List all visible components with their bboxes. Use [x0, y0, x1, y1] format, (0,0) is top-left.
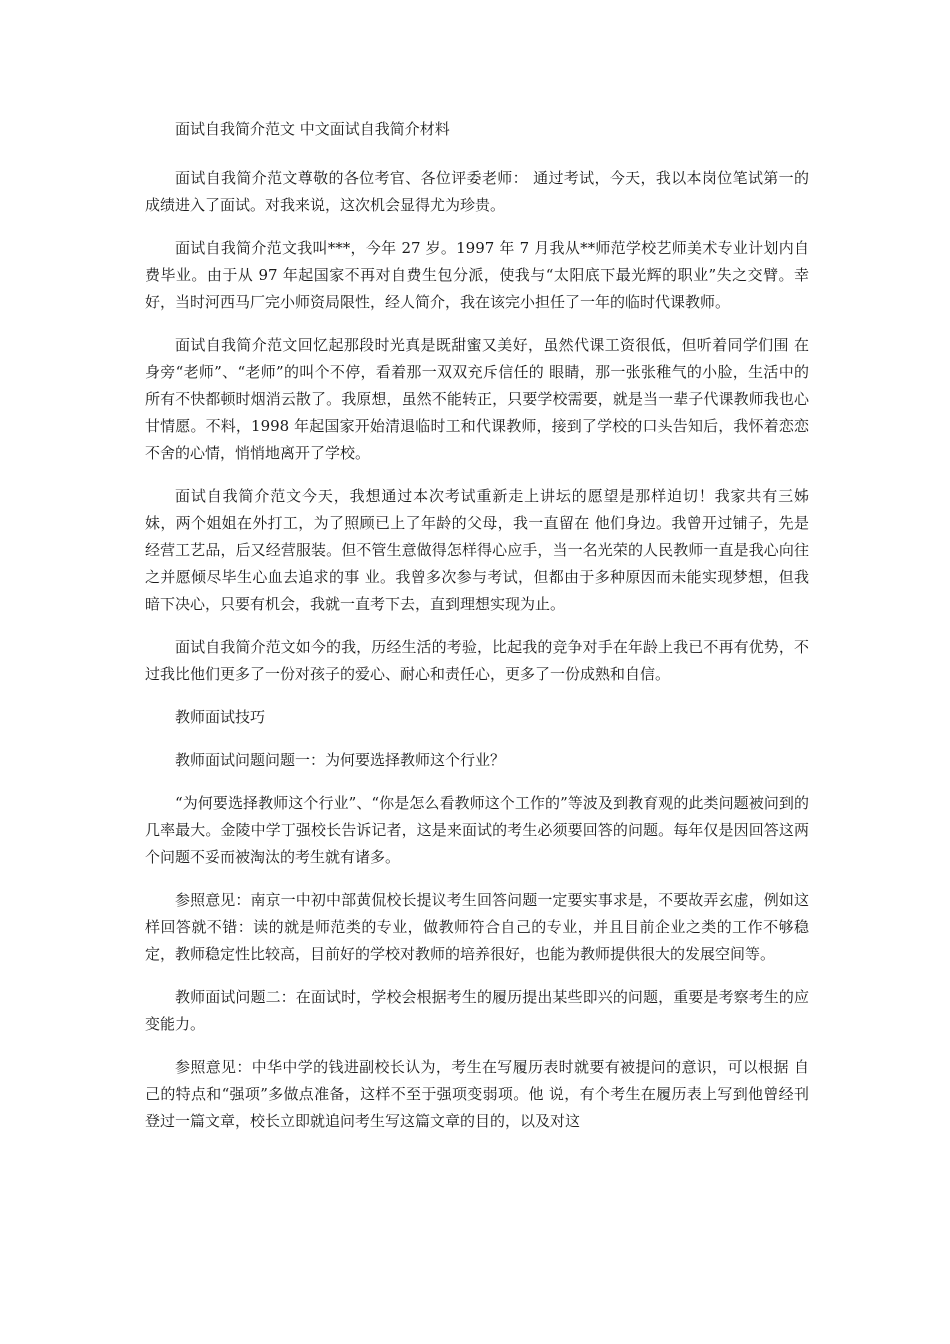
document-title: 面试自我简介范文 中文面试自我简介材料 [175, 120, 450, 138]
question-one: 教师面试问题问题一：为何要选择教师这个行业？ [175, 751, 506, 769]
document-body [145, 116, 809, 1151]
paragraph-present: 面试自我简介范文如今的我，历经生活的考验，比起我的竞争对手在年龄上我已不再有优势，不过我比他们更多了一份对孩子的爱心、耐心和责任心，更多了一份成熟和自信。 [145, 638, 809, 683]
paragraph-reference-one: 参照意见：南京一中初中部黄侃校长提议考生回答问题一定要实事求是，不要故弄玄虚，例如这样回答就不错：读的就是师范类的专业，做教师符合自己的专业，并且目前企业之类的工作不够稳定，教师稳定性比较高，目前好的学校对教师的培养很好，也能为教师提供很大的发展空间等。 [145, 891, 809, 963]
paragraph-reference-two: 参照意见：中华中学的钱进副校长认为，考生在写履历表时就要有被提问的意识，可以根据 自己的特点和“强项”多做点准备，这样不至于强项变弱项。他 说，有个考生在履历表上写到他曾经刊登过一篇文章，校长立即就追问考生写这篇文章的目的，以及对这 [145, 1058, 809, 1130]
section-heading-tips: 教师面试技巧 [175, 708, 266, 726]
paragraph-memories: 面试自我简介范文回忆起那段时光真是既甜蜜又美好，虽然代课工资很低，但听着同学们围 在身旁“老师”、“老师”的叫个不停，看着那一双双充斥信任的 眼睛，那一张张稚气的小脸，生活中的所有不快都顿时烟消云散了。我原想，虽然不能转正，只要学校需要，就是当一辈子代课教师我也心甘情愿。不料，1998 年起国家开始清退临时工和代课教师，接到了学校的口头告知后，我怀着恋恋不舍的心情，悄悄地离开了学校。 [145, 336, 809, 462]
paragraph-background: 面试自我简介范文我叫***，今年 27 岁。1997 年 7 月我从**师范学校艺师美术专业计划内自费毕业。由于从 97 年起国家不再对自费生包分派，使我与“太阳底下最光辉的职业”失之交臂。幸好，当时河西马厂完小师资局限性，经人简介，我在该完小担任了一年的临时代课教师。 [145, 239, 809, 311]
paragraph-greeting: 面试自我简介范文尊敬的各位考官、各位评委老师： 通过考试，今天，我以本岗位笔试第一的成绩进入了面试。对我来说，这次机会显得尤为珍贵。 [145, 169, 809, 214]
paragraph-aspiration: 面试自我简介范文今天，我想通过本次考试重新走上讲坛的愿望是那样迫切！我家共有三姊 妹，两个姐姐在外打工，为了照顾已上了年龄的父母，我一直留在 他们身边。我曾开过铺子，先是经营工艺品，后又经营服装。但不管生意做得怎样得心应手，当一名光荣的人民教师一直是我心向往之并愿倾尽毕生心血去追求的事 业。我曾多次参与考试，但都由于多种原因而未能实现梦想，但我暗下决心，只要有机会，我就一直考下去，直到理想实现为止。 [145, 487, 809, 613]
paragraph-question-one-detail: “为何要选择教师这个行业”、“你是怎么看教师这个工作的”等波及到教育观的此类问题被问到的几率最大。金陵中学丁强校长告诉记者，这是来面试的考生必须要回答的问题。每年仅是因回答这两个问题不妥而被淘汰的考生就有诸多。 [145, 794, 809, 866]
question-two: 教师面试问题二：在面试时，学校会根据考生的履历提出某些即兴的问题，重要是考察考生的应变能力。 [145, 988, 809, 1033]
